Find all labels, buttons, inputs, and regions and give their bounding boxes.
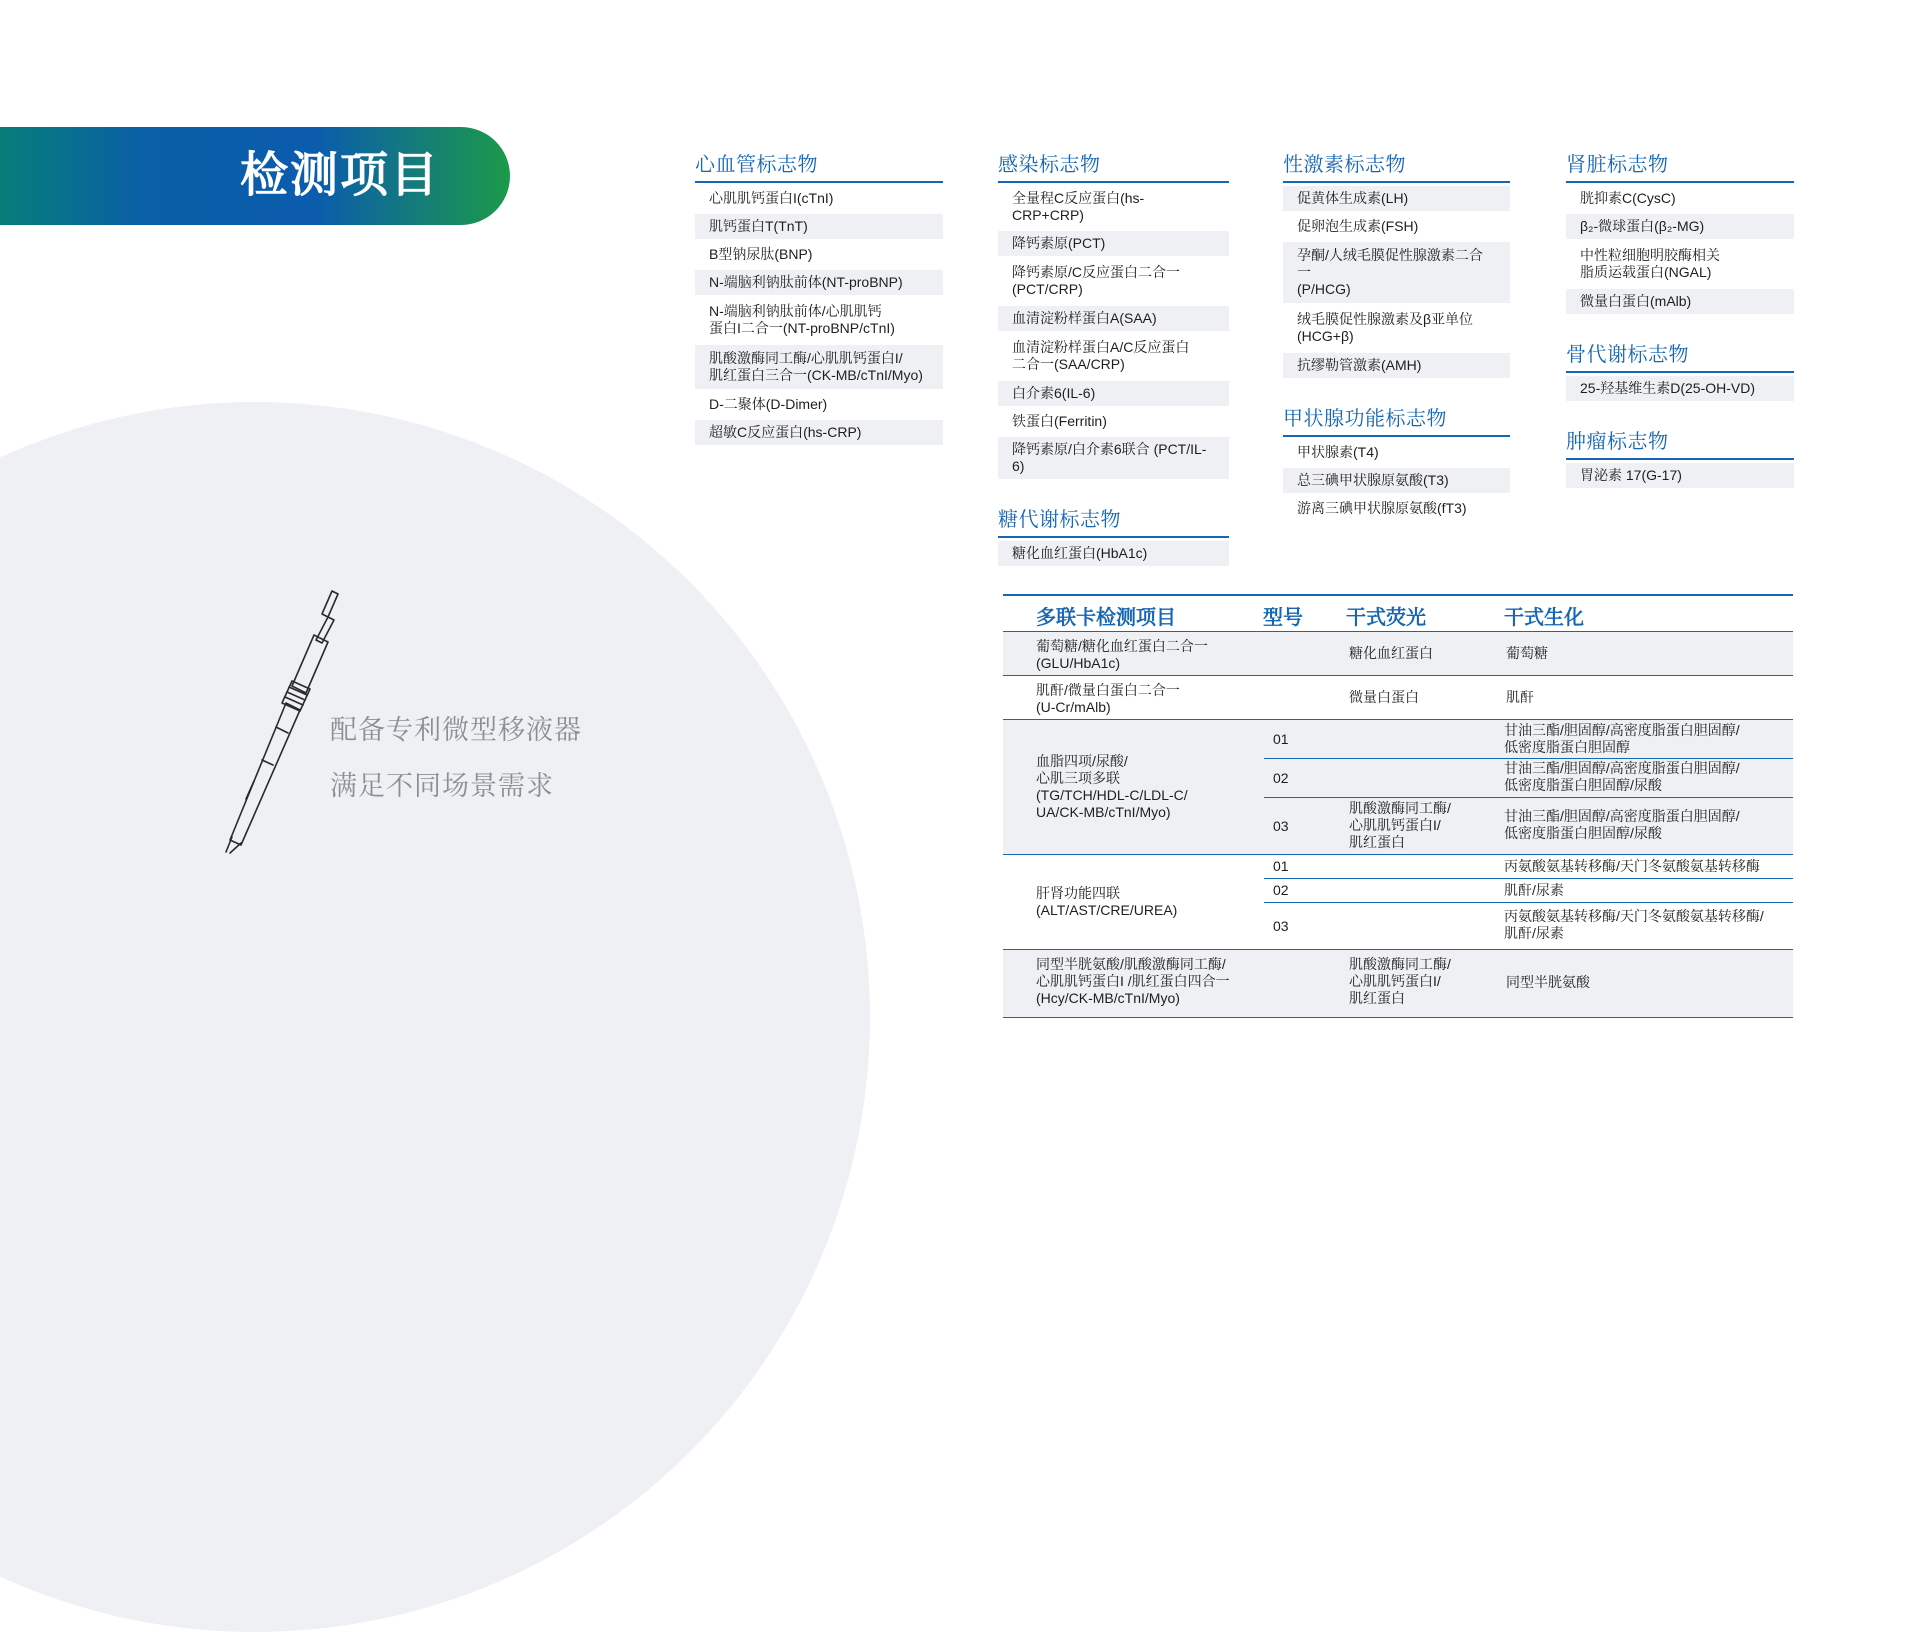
list-item: 孕酮/人绒毛膜促性腺激素二合一 (P/HCG) <box>1283 242 1510 303</box>
list-item: 血清淀粉样蛋白A(SAA) <box>998 306 1229 331</box>
row-biochem: 肌酐 <box>1506 689 1534 705</box>
section-title: 肿瘤标志物 <box>1566 425 1794 460</box>
list-item: 胃泌素 17(G-17) <box>1566 463 1794 488</box>
row-model: 02 <box>1273 882 1289 898</box>
list-item: 促卵泡生成素(FSH) <box>1297 218 1419 234</box>
section-title: 糖代谢标志物 <box>998 503 1229 538</box>
row-biochem: 丙氨酸氨基转移酶/天门冬氨酸氨基转移酶 <box>1504 858 1760 874</box>
section-sex-hormone <box>1283 148 1510 378</box>
table-header <box>1003 596 1793 631</box>
row-fluorescence: 微量白蛋白 <box>1349 689 1419 705</box>
row-item-name: 肝肾功能四联 (ALT/AST/CRE/UREA) <box>1036 885 1178 918</box>
header-item: 多联卡检测项目 <box>1036 607 1176 629</box>
list-item: 降钙素原/白介素6联合 (PCT/IL-6) <box>998 437 1229 479</box>
row-model: 02 <box>1273 770 1289 786</box>
list-item: 降钙素原/C反应蛋白二合一 (PCT/CRP) <box>1012 264 1180 297</box>
row-model: 01 <box>1273 731 1289 747</box>
list-item: 超敏C反应蛋白(hs-CRP) <box>695 420 943 445</box>
row-biochem: 同型半胱氨酸 <box>1506 974 1590 990</box>
list-item: 肌酸激酶同工酶/心肌肌钙蛋白I/ 肌红蛋白三合一(CK-MB/cTnI/Myo) <box>695 345 943 389</box>
section-cardiovascular <box>695 148 943 445</box>
list-item: 血清淀粉样蛋白A/C反应蛋白 二合一(SAA/CRP) <box>1012 339 1190 372</box>
list-item: 糖化血红蛋白(HbA1c) <box>998 541 1229 566</box>
list-item: 总三碘甲状腺原氨酸(T3) <box>1283 468 1510 493</box>
marker-column-1 <box>695 148 943 469</box>
row-fluorescence: 肌酸激酶同工酶/ 心肌肌钙蛋白I/ 肌红蛋白 <box>1349 800 1451 850</box>
table-row <box>1003 675 1793 719</box>
micro-pipette-illustration <box>196 585 346 855</box>
list-item: 肌钙蛋白T(TnT) <box>695 214 943 239</box>
table-row <box>1003 854 1793 949</box>
row-item-name: 血脂四项/尿酸/ 心肌三项多联 (TG/TCH/HDL-C/LDL-C/ UA/CK-MB/cTnI/Myo) <box>1036 753 1188 820</box>
section-title: 甲状腺功能标志物 <box>1283 402 1510 437</box>
row-model: 01 <box>1273 858 1289 874</box>
list-item: N-端脑利钠肽前体(NT-proBNP) <box>695 270 943 295</box>
row-biochem: 肌酐/尿素 <box>1504 882 1564 898</box>
row-fluorescence: 糖化血红蛋白 <box>1349 645 1433 661</box>
slogan-line-1: 配备专利微型移液器 <box>330 715 582 745</box>
section-title: 性激素标志物 <box>1283 148 1510 183</box>
header-model: 型号 <box>1263 607 1303 629</box>
list-item: 降钙素原(PCT) <box>998 231 1229 256</box>
list-item: B型钠尿肽(BNP) <box>709 246 813 262</box>
table-row <box>1003 949 1793 1018</box>
section-kidney <box>1566 148 1794 314</box>
list-item: 全量程C反应蛋白(hs-CRP+CRP) <box>1012 190 1145 223</box>
list-item: D-二聚体(D-Dimer) <box>709 396 828 412</box>
row-model: 03 <box>1273 918 1289 934</box>
section-thyroid <box>1283 402 1510 521</box>
marker-column-2 <box>998 148 1229 590</box>
table-row <box>1003 631 1793 675</box>
multi-panel-table <box>1003 594 1793 1018</box>
list-item: 心肌肌钙蛋白I(cTnI) <box>709 190 834 206</box>
header-dry-fluorescence: 干式荧光 <box>1346 607 1426 629</box>
row-item-name: 同型半胱氨酸/肌酸激酶同工酶/ 心肌肌钙蛋白I /肌红蛋白四合一 (Hcy/CK-MB/cTnI/Myo) <box>1036 956 1230 1006</box>
list-item: 25-羟基维生素D(25-OH-VD) <box>1566 376 1794 401</box>
row-fluorescence: 肌酸激酶同工酶/ 心肌肌钙蛋白I/ 肌红蛋白 <box>1349 956 1451 1006</box>
row-divider <box>1264 902 1793 903</box>
section-title: 心血管标志物 <box>695 148 943 183</box>
row-divider <box>1264 797 1793 798</box>
section-infection <box>998 148 1229 479</box>
row-biochem: 甘油三酯/胆固醇/高密度脂蛋白胆固醇/ 低密度脂蛋白胆固醇 <box>1504 722 1740 755</box>
row-biochem: 葡萄糖 <box>1506 645 1548 661</box>
row-biochem: 甘油三酯/胆固醇/高密度脂蛋白胆固醇/ 低密度脂蛋白胆固醇/尿酸 <box>1504 760 1740 793</box>
row-divider <box>1264 878 1793 879</box>
list-item: 游离三碘甲状腺原氨酸(fT3) <box>1297 500 1467 516</box>
list-item: 白介素6(IL-6) <box>998 381 1229 406</box>
row-biochem: 丙氨酸氨基转移酶/天门冬氨酸氨基转移酶/ 肌酐/尿素 <box>1504 908 1764 941</box>
row-divider <box>1264 758 1793 759</box>
list-item: 微量白蛋白(mAlb) <box>1566 289 1794 314</box>
list-item: 胱抑素C(CysC) <box>1580 190 1676 206</box>
row-item-name: 肌酐/微量白蛋白二合一 (U-Cr/mAlb) <box>1036 682 1180 715</box>
marker-column-4 <box>1566 148 1794 512</box>
section-bone <box>1566 338 1794 401</box>
list-item: 抗缪勒管激素(AMH) <box>1283 353 1510 378</box>
header-dry-biochem: 干式生化 <box>1504 607 1584 629</box>
row-model: 03 <box>1273 818 1289 834</box>
section-title: 肾脏标志物 <box>1566 148 1794 183</box>
list-item: 铁蛋白(Ferritin) <box>1012 413 1107 429</box>
marker-column-3 <box>1283 148 1510 545</box>
row-item-name: 葡萄糖/糖化血红蛋白二合一 (GLU/HbA1c) <box>1036 638 1208 671</box>
list-item: 绒毛膜促性腺激素及β亚单位 (HCG+β) <box>1297 311 1474 344</box>
section-title: 骨代谢标志物 <box>1566 338 1794 373</box>
background-circle <box>0 402 870 1632</box>
section-glucose <box>998 503 1229 566</box>
list-item: 甲状腺素(T4) <box>1297 444 1379 460</box>
list-item: β₂-微球蛋白(β₂-MG) <box>1566 214 1794 239</box>
section-title: 感染标志物 <box>998 148 1229 183</box>
page-title: 检测项目 <box>240 149 441 202</box>
list-item: 中性粒细胞明胶酶相关 脂质运载蛋白(NGAL) <box>1580 247 1720 280</box>
list-item: 促黄体生成素(LH) <box>1283 186 1510 211</box>
row-biochem: 甘油三酯/胆固醇/高密度脂蛋白胆固醇/ 低密度脂蛋白胆固醇/尿酸 <box>1504 808 1740 841</box>
table-row <box>1003 719 1793 854</box>
section-tumor <box>1566 425 1794 488</box>
slogan-line-2: 满足不同场景需求 <box>330 771 554 801</box>
list-item: N-端脑利钠肽前体/心肌肌钙 蛋白I二合一(NT-proBNP/cTnI) <box>709 303 895 336</box>
